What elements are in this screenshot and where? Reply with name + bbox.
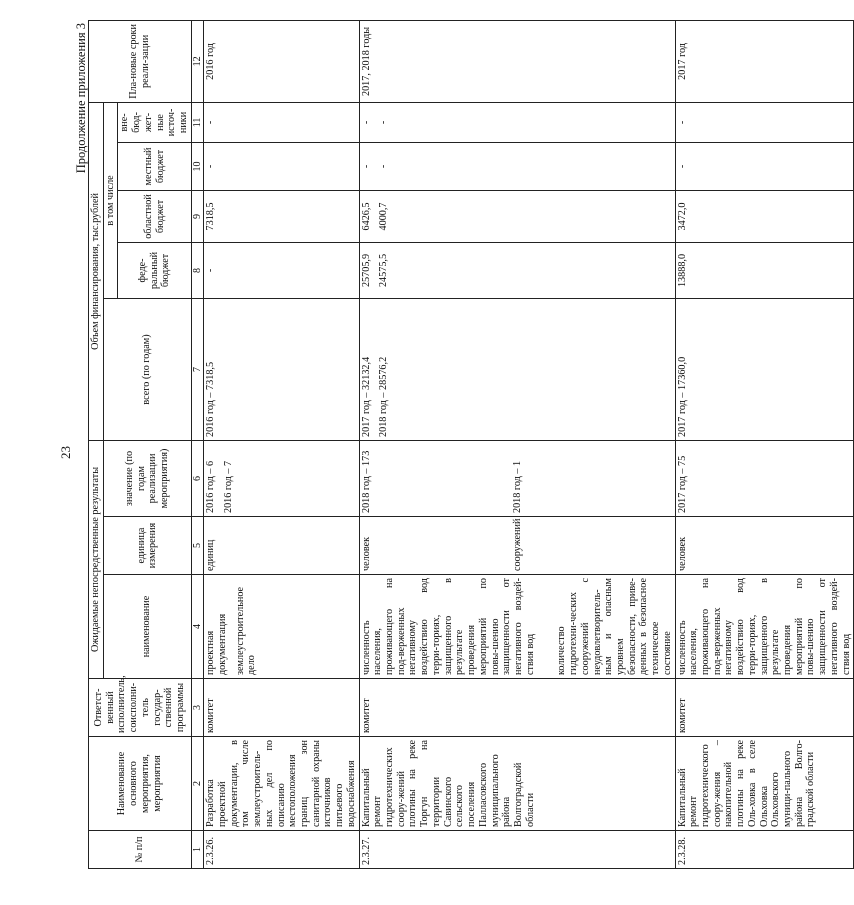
executor: комитет — [359, 679, 675, 737]
fin-regional: 3472,0 — [675, 190, 854, 242]
value-item: 2016 год – 6 — [205, 460, 217, 513]
header-fin-extrabudget: вне-бюд-жет-ные источ-ники — [118, 102, 191, 142]
col-num: 9 — [191, 190, 204, 242]
result-item: численность населения, проживающего на под-верженных негативному воздействию вод терри-ториях, защищенного в результате проведения мероприятий по повы-шению защищенности от негативного воздей-ствия вод — [360, 578, 536, 675]
col-num: 4 — [191, 575, 204, 679]
fin-local: - — [204, 142, 359, 190]
table-row — [204, 20, 359, 868]
header-no: № п/п — [89, 831, 192, 869]
result-name — [204, 575, 359, 679]
fin-extrabudget: - — [675, 102, 854, 142]
unit-item: сооружений — [512, 518, 524, 571]
loc-item: - — [360, 164, 372, 169]
reg-item: 6426,5 — [360, 202, 372, 231]
result-name — [359, 575, 675, 679]
fin-local — [359, 142, 675, 190]
value-item: 2018 год – 1 — [512, 460, 524, 513]
header-row-1 — [89, 20, 104, 868]
fed-item: 24575,5 — [378, 253, 390, 288]
table-row — [675, 20, 854, 868]
row-number: 2.3.27. — [359, 831, 675, 869]
header-result-unit: единица измерения — [103, 517, 191, 575]
reg-item: 4000,7 — [378, 202, 390, 231]
measure-name: Капитальный ремонт гидротехнического соору-жения – накопительной плотины на реке Оль-ховка в селе Ольховка Ольховского муници-пального района Волго-градской области — [675, 737, 854, 831]
total-item: 2018 год – 28576,2 — [378, 356, 390, 437]
fin-total: 2017 год – 17360,0 — [675, 298, 854, 440]
result-unit: человек — [675, 517, 854, 575]
header-name: Наименование основного мероприятия, мероприятия — [89, 737, 192, 831]
result-unit: единиц — [204, 517, 359, 575]
col-num: 7 — [191, 298, 204, 440]
executor: комитет — [204, 679, 359, 737]
program-measures-table — [88, 20, 854, 869]
result-item: проектная документация — [205, 613, 228, 675]
measure-name: Капитальный ремонт гидротехнических соору-жений плотины на реке Торгун на территории Савинского сельского поселения Палласовского муниципального района Волгоградской области — [359, 737, 675, 831]
col-num: 10 — [191, 142, 204, 190]
fed-item: 25705,9 — [360, 253, 372, 288]
page-number: 23 — [58, 446, 73, 459]
header-result-name: наименование — [103, 575, 191, 679]
period: 2017, 2018 годы — [359, 20, 675, 102]
row-number: 2.3.26. — [204, 831, 359, 869]
col-num: 6 — [191, 440, 204, 516]
fin-federal — [359, 242, 675, 298]
header-executor: Ответст-венный исполнитель, соисполни-тель государ-ственной программы — [89, 679, 192, 737]
column-number-row — [191, 20, 204, 868]
ext-item: - — [360, 120, 372, 125]
header-result-value: значение (по годам реализации мероприятия) — [103, 440, 191, 516]
col-num: 12 — [191, 20, 204, 102]
fin-regional — [359, 190, 675, 242]
fin-local: - — [675, 142, 854, 190]
value-item: 2018 год – 173 — [360, 450, 372, 513]
appendix-continuation-title: Продолжение приложения 3 — [74, 23, 88, 174]
fin-extrabudget — [359, 102, 675, 142]
ext-item: - — [378, 120, 390, 125]
header-fin-local: местный бюджет — [118, 142, 191, 190]
fin-regional: 7318,5 — [204, 190, 359, 242]
fin-total — [359, 298, 675, 440]
header-fin-total: всего (по годам) — [103, 298, 191, 440]
result-item: землеустроительное дело — [234, 586, 258, 675]
fin-federal: - — [204, 242, 359, 298]
fin-federal: 13888,0 — [675, 242, 854, 298]
header-fin-federal: феде-ральный бюджет — [118, 242, 191, 298]
col-num: 8 — [191, 242, 204, 298]
table-row — [359, 20, 675, 868]
value-item: 2016 год – 7 — [222, 460, 234, 513]
result-name: численность населения, проживающего на под-верженных негативному воздействию вод терри-ториях, защищенного в результате проведения мероприятий по повы-шению защищенности от негативного воздей-ствия вод — [675, 575, 854, 679]
result-value — [204, 440, 359, 516]
measure-name: Разработка проектной документации, в том числе землеустроитель-ных дел по описанию местоположения границ зон санитарной охраны источников питьевого водоснабжения — [204, 737, 359, 831]
header-fin-incl: в том числе — [103, 102, 118, 298]
header-period: Пла-новые сроки реали-зации — [89, 20, 192, 102]
executor: комитет — [675, 679, 854, 737]
total-item: 2017 год – 32132,4 — [360, 356, 372, 437]
period: 2016 год — [204, 20, 359, 102]
period: 2017 год — [675, 20, 854, 102]
row-number: 2.3.28. — [675, 831, 854, 869]
col-num: 2 — [191, 737, 204, 831]
col-num: 11 — [191, 102, 204, 142]
col-num: 5 — [191, 517, 204, 575]
result-value — [359, 440, 675, 516]
result-value: 2017 год – 75 — [675, 440, 854, 516]
header-fin-regional: областной бюджет — [118, 190, 191, 242]
loc-item: - — [378, 164, 390, 169]
unit-item: человек — [360, 536, 372, 571]
col-num: 1 — [191, 831, 204, 869]
fin-extrabudget: - — [204, 102, 359, 142]
result-unit — [359, 517, 675, 575]
fin-total: 2016 год – 7318,5 — [204, 298, 359, 440]
header-results: Ожидаемые непосредственные результаты — [89, 440, 104, 678]
header-financing: Объем финансирования, тыс.рублей — [89, 102, 104, 440]
result-item: количество гидротехни-ческих сооружений с неудовлетворитель-ным и опасным уровнем безопасности, приве-денных в безопасное техническое состояние — [556, 578, 673, 675]
col-num: 3 — [191, 679, 204, 737]
